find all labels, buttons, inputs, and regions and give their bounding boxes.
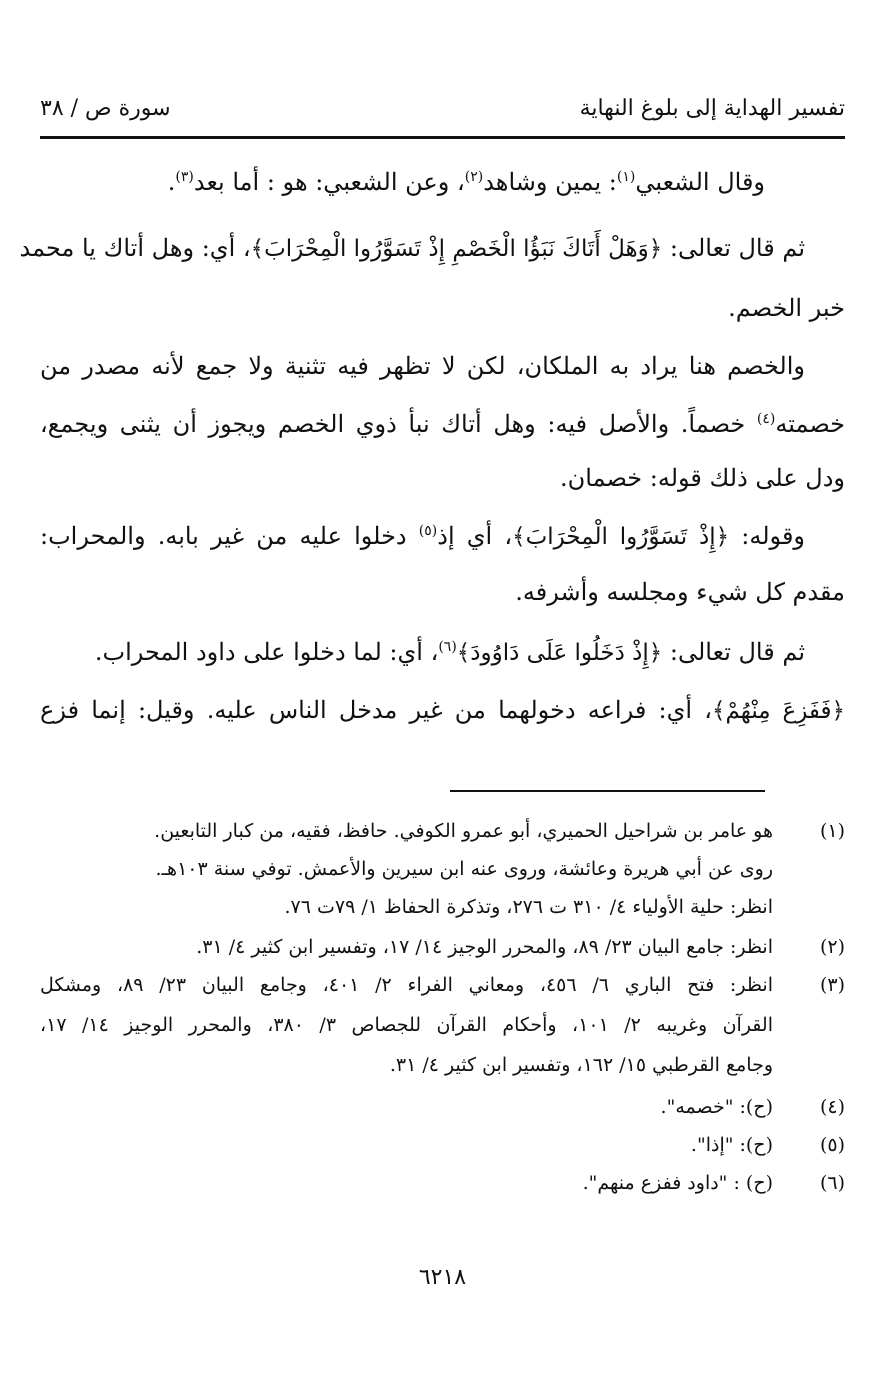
footnote-number: (٤) — [819, 1096, 845, 1118]
footnote-number: (٢) — [819, 936, 845, 958]
text-span: : يمين وشاهد — [483, 168, 617, 196]
footnote-ref: (٥) — [418, 523, 438, 539]
paragraph-line — [40, 522, 805, 550]
text-span: ثم قال تعالى: — [662, 234, 805, 262]
footnote-number: (٥) — [819, 1134, 845, 1156]
paragraph-line — [40, 638, 805, 666]
book-title: تفسير الهداية إلى بلوغ النهاية — [579, 96, 845, 121]
text-span: وقوله: — [729, 522, 806, 550]
text-span: ، أي: لما دخلوا على داود المحراب. — [94, 638, 439, 666]
text-span: ثم قال تعالى: — [662, 638, 805, 666]
footnote-line: انظر: جامع البيان ٢٣/ ٨٩، والمحرر الوجيز ١٤/ ١٧، وتفسير ابن كثير ٤/ ٣١. — [196, 936, 773, 958]
footnote-number: (١) — [819, 820, 845, 842]
footnote-number: (٣) — [819, 974, 845, 996]
paragraph-line — [40, 696, 845, 724]
footnote-line: روى عن أبي هريرة وعائشة، وروى عنه ابن سيرين والأعمش. توفي سنة ١٠٣هـ. — [155, 858, 773, 880]
footnote-ref: (٢) — [464, 169, 484, 185]
footnote-line: هو عامر بن شراحيل الحميري، أبو عمرو الكوفي. حافظ، فقيه، من كبار التابعين. — [154, 820, 773, 842]
quran-verse: ﴿إِذْ تَسَوَّرُوا الْمِحْرَابَ﴾ — [512, 524, 730, 550]
footnote-separator — [450, 790, 765, 792]
footnote-ref: (٤) — [756, 411, 776, 427]
paragraph-line: خبر الخصم. — [728, 294, 845, 322]
paragraph-line — [40, 410, 845, 438]
footnote-ref: (٦) — [438, 639, 457, 655]
paragraph-line: ودل على ذلك قوله: خصمان. — [560, 464, 845, 492]
text-span: خصمته — [775, 410, 845, 438]
text-span: ، أي إذ — [437, 522, 513, 550]
text-span: ، أي: فراعه دخولهما من غير مدخل الناس عليه. وقيل: إنما فزع — [40, 696, 712, 724]
footnote-line: القرآن وغريبه ٢/ ١٠١، وأحكام القرآن للجصاص ٣/ ٣٨٠، والمحرر الوجيز ١٤/ ١٧، — [40, 1014, 773, 1036]
footnote-line: (ح): "خصمه". — [660, 1096, 773, 1118]
footnote-line: انظر: فتح الباري ٦/ ٤٥٦، ومعاني الفراء ٢/ ٤٠١، وجامع البيان ٢٣/ ٨٩، ومشكل — [40, 974, 773, 996]
text-span: وقال الشعبي — [635, 168, 765, 196]
page-header — [40, 96, 845, 132]
text-span: . — [167, 168, 176, 196]
footnote-ref: (١) — [616, 169, 636, 185]
quran-verse: ﴿وَهَلْ أَتَاكَ نَبَؤُا الْخَصْمِ إِذْ تَسَوَّرُوا الْمِحْرَابَ﴾ — [250, 236, 663, 262]
footnote-line: (ح) : "داود ففزع منهم". — [582, 1172, 773, 1194]
footnote-line: (ح): "إذا". — [690, 1134, 773, 1156]
paragraph-line: مقدم كل شيء ومجلسه وأشرفه. — [515, 578, 845, 606]
text-span: ، وعن الشعبي: هو : أما بعد — [193, 168, 465, 196]
footnote-line: وجامع القرطبي ١٥/ ١٦٢، وتفسير ابن كثير ٤/ ٣١. — [389, 1054, 773, 1076]
footnote-number: (٦) — [819, 1172, 845, 1194]
quran-verse: ﴿فَفَزِعَ مِنْهُمْ﴾ — [711, 698, 845, 724]
paragraph-line: والخصم هنا يراد به الملكان، لكن لا تظهر فيه تثنية ولا جمع لأنه مصدر من — [40, 352, 805, 380]
quran-verse: ﴿إِذْ دَخَلُوا عَلَى دَاوُودَ﴾ — [456, 640, 663, 666]
text-span: خصماً. والأصل فيه: وهل أتاك نبأ ذوي الخصم ويجوز أن يثنى ويجمع، — [40, 410, 757, 438]
header-rule — [40, 136, 845, 139]
page-number: ٦٢١٨ — [418, 1265, 467, 1290]
surah-label: سورة ص / ٣٨ — [40, 96, 171, 121]
footnote-line: انظر: حلية الأولياء ٤/ ٣١٠ ت ٢٧٦، وتذكرة الحفاظ ١/ ٧٩ت ٧٦. — [284, 896, 773, 918]
text-span: ، أي: وهل أتاك يا محمد — [19, 234, 251, 262]
footnote-ref: (٣) — [175, 169, 194, 185]
paragraph-line — [40, 168, 765, 196]
text-span: دخلوا عليه من غير بابه. والمحراب: — [40, 522, 419, 550]
paragraph-line — [19, 234, 805, 262]
